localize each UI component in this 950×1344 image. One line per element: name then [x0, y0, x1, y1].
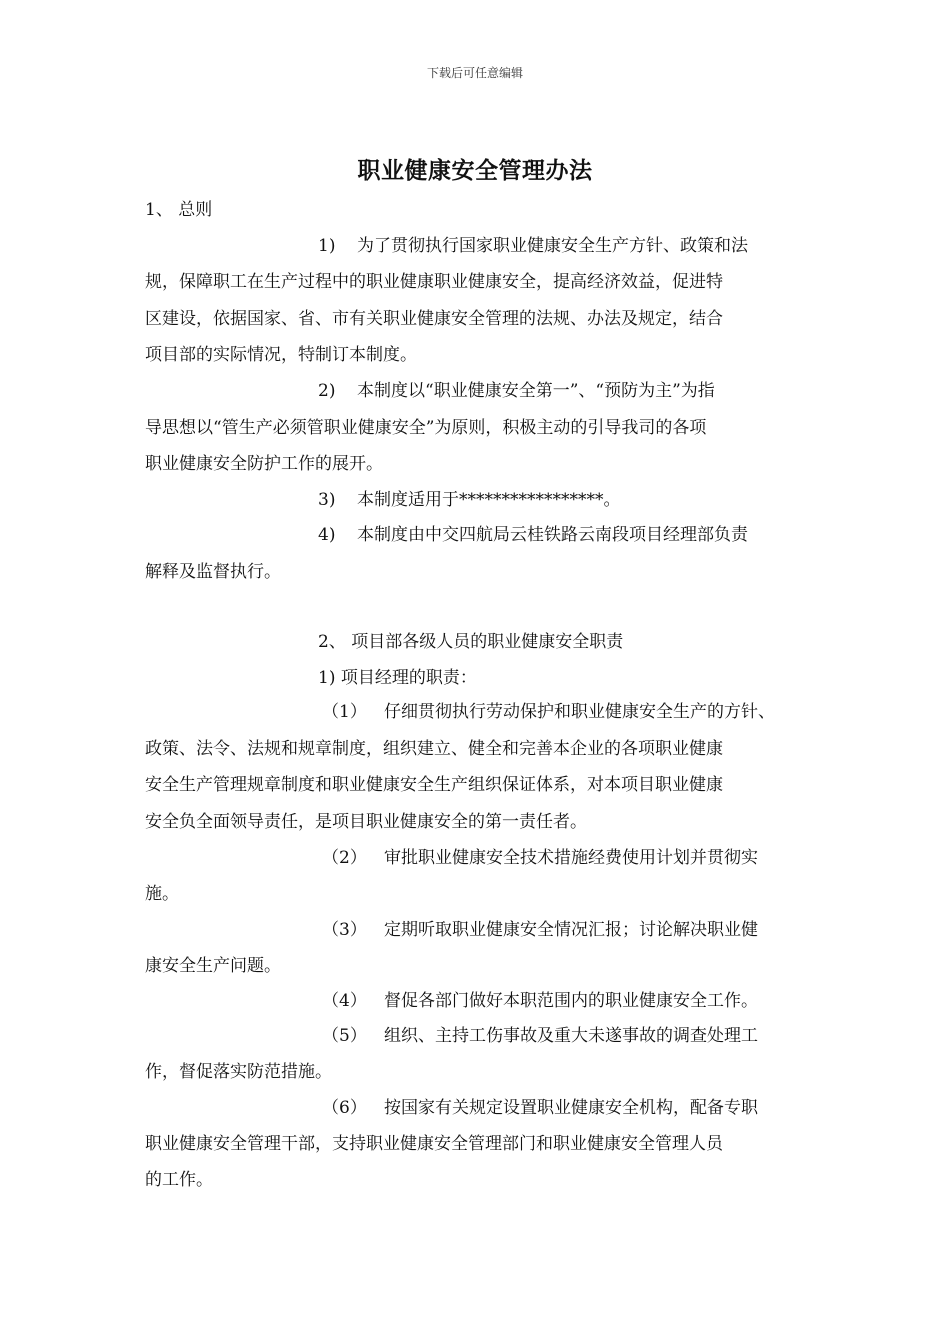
- duty-2-line-1: 审批职业健康安全技术措施经费使用计划并贯彻实: [384, 848, 758, 868]
- document-title: 职业健康安全管理办法: [357, 157, 593, 184]
- duty-5-number: （5）: [322, 1026, 367, 1046]
- duty-6-line-3: 的工作。: [145, 1170, 213, 1190]
- duty-1-line-1: 仔细贯彻执行劳动保护和职业健康安全生产的方针、: [384, 702, 775, 722]
- duty-1-line-3: 安全生产管理规章制度和职业健康安全生产组织保证体系，对本项目职业健康: [145, 775, 723, 795]
- item-2-line-1: 本制度以“职业健康安全第一”、“预防为主”为指: [357, 381, 715, 401]
- duty-4-number: （4）: [322, 991, 367, 1011]
- section-2-heading: 2、 项目部各级人员的职业健康安全职责: [318, 632, 624, 652]
- duty-2-number: （2）: [322, 848, 367, 868]
- item-1-line-1: 为了贯彻执行国家职业健康安全生产方针、政策和法: [357, 236, 748, 256]
- duty-2-line-2: 施。: [145, 884, 179, 904]
- item-2-line-3: 职业健康安全防护工作的展开。: [145, 454, 383, 474]
- item-4-number: 4): [318, 525, 336, 545]
- duty-4-line-1: 督促各部门做好本职范围内的职业健康安全工作。: [384, 991, 758, 1011]
- section-1-heading: 1、 总则: [145, 200, 213, 220]
- item-2-number: 2): [318, 381, 336, 401]
- duty-6-number: （6）: [322, 1098, 367, 1118]
- item-4-line-2: 解释及监督执行。: [145, 562, 281, 582]
- item-3-number: 3): [318, 490, 336, 510]
- duty-1-line-2: 政策、法令、法规和规章制度，组织建立、健全和完善本企业的各项职业健康: [145, 739, 723, 759]
- item-2-line-2: 导思想以“管生产必须管职业健康安全”为原则，积极主动的引导我司的各项: [145, 418, 707, 438]
- item-1-number: 1): [318, 236, 336, 256]
- duty-5-line-1: 组织、主持工伤事故及重大未遂事故的调查处理工: [384, 1026, 758, 1046]
- item-1-line-4: 项目部的实际情况，特制订本制度。: [145, 345, 417, 365]
- duty-3-number: （3）: [322, 920, 367, 940]
- item-1-line-2: 规，保障职工在生产过程中的职业健康职业健康安全，提高经济效益，促进特: [145, 272, 723, 292]
- section-2-subheading: 1) 项目经理的职责：: [318, 668, 477, 688]
- duty-1-number: （1）: [322, 702, 367, 722]
- duty-6-line-1: 按国家有关规定设置职业健康安全机构，配备专职: [384, 1098, 758, 1118]
- duty-5-line-2: 作，督促落实防范措施。: [145, 1062, 332, 1082]
- duty-6-line-2: 职业健康安全管理干部，支持职业健康安全管理部门和职业健康安全管理人员: [145, 1134, 723, 1154]
- item-4-line-1: 本制度由中交四航局云桂铁路云南段项目经理部负责: [357, 525, 748, 545]
- item-1-line-3: 区建设，依据国家、省、市有关职业健康安全管理的法规、办法及规定，结合: [145, 309, 723, 329]
- duty-1-line-4: 安全负全面领导责任，是项目职业健康安全的第一责任者。: [145, 812, 587, 832]
- item-3-line-1: 本制度适用于*****************。: [357, 490, 621, 510]
- duty-3-line-2: 康安全生产问题。: [145, 956, 281, 976]
- duty-3-line-1: 定期听取职业健康安全情况汇报；讨论解决职业健: [384, 920, 758, 940]
- page-header: 下载后可任意编辑: [426, 66, 523, 80]
